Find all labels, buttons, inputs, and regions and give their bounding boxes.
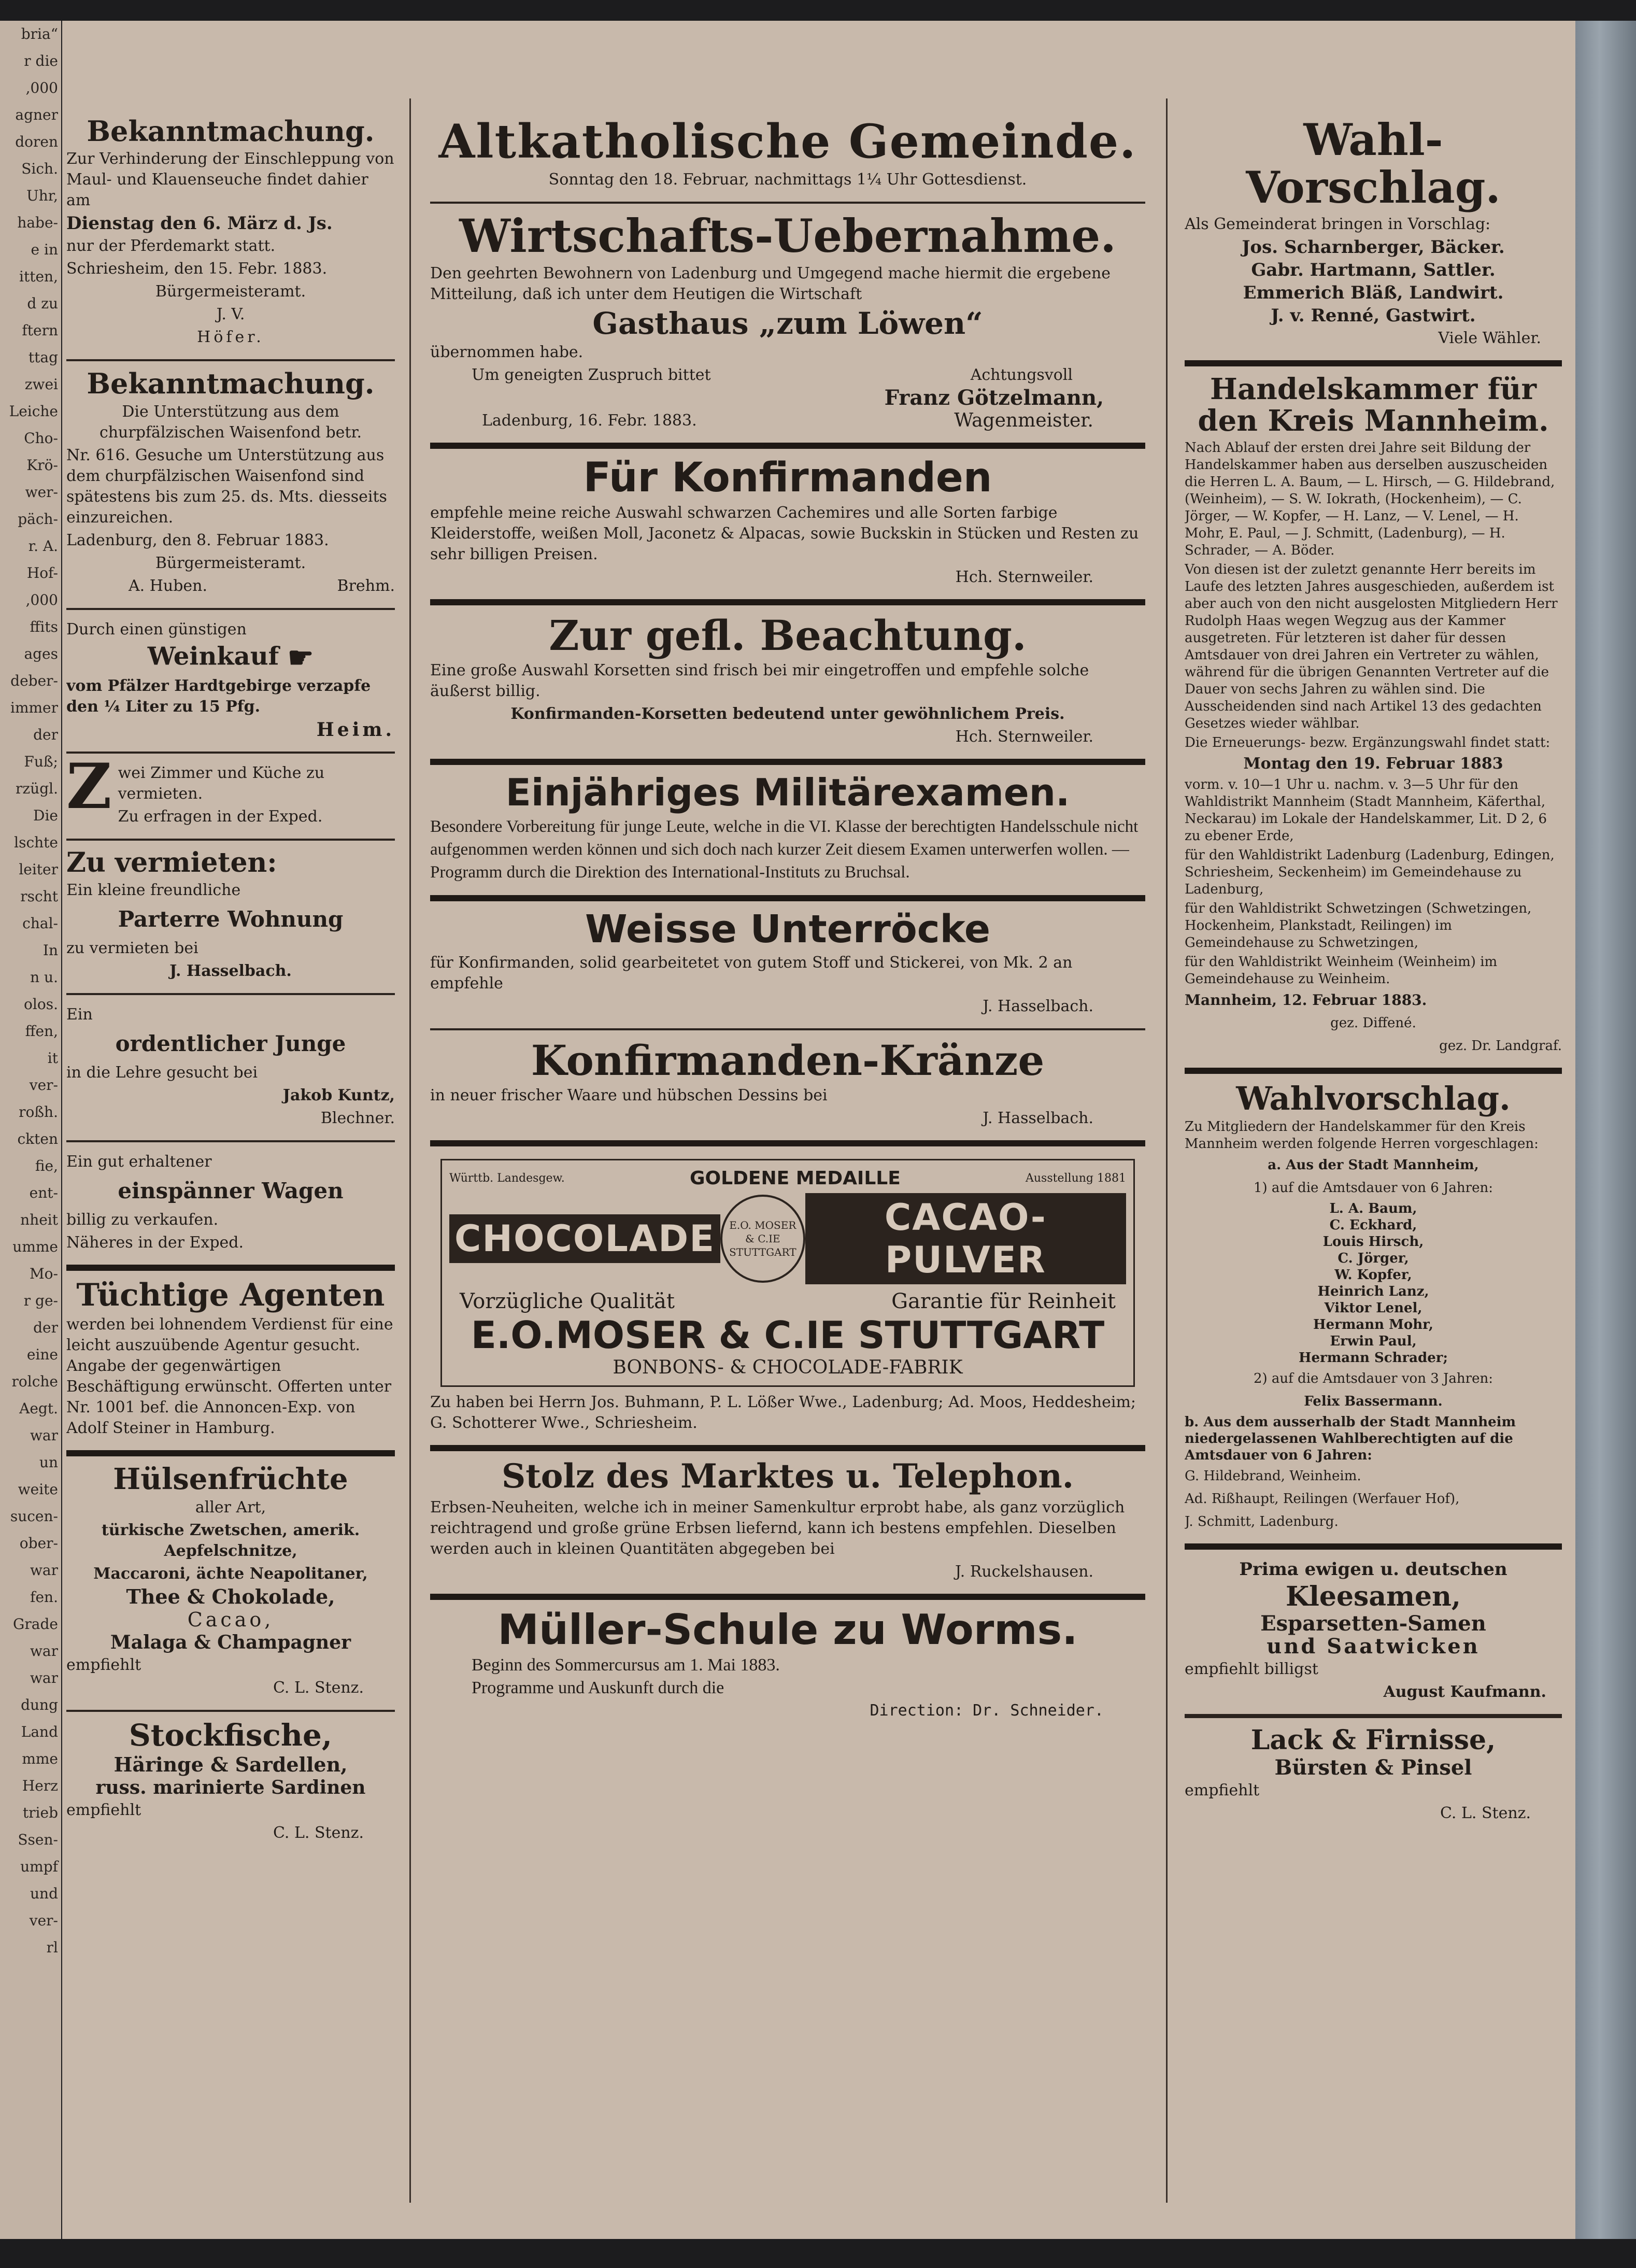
strip-fragment: ver- xyxy=(29,1912,58,1929)
strip-fragment: lschte xyxy=(14,834,58,851)
ad-subject: Die Unterstützung aus dem churpfälzischen Waisenfond betr. xyxy=(99,402,362,442)
ad-date: Montag den 19. Februar 1883 xyxy=(1243,754,1503,773)
strip-fragment: fen. xyxy=(30,1589,58,1606)
strip-fragment: war xyxy=(30,1642,58,1660)
ad-wagen xyxy=(66,1142,395,1271)
strip-fragment: fie, xyxy=(35,1157,58,1174)
nominee-list xyxy=(1185,1200,1562,1366)
previous-page-strip xyxy=(0,21,61,2239)
strip-fragment: ober- xyxy=(19,1535,58,1552)
ad-text: Ein kleine freundliche xyxy=(66,881,241,899)
candidate: Jos. Scharnberger, Bäcker. xyxy=(1242,236,1505,258)
strip-fragment: Die xyxy=(33,807,58,824)
ad-text: nur der Pferdemarkt statt. xyxy=(66,237,276,256)
strip-fragment: deber- xyxy=(10,672,58,689)
ad-sign: Höfer. xyxy=(197,328,264,347)
ad-row xyxy=(430,410,1145,431)
factory-text: BONBONS- & CHOCOLADE-FABRIK xyxy=(613,1357,963,1379)
ad-body: Besondere Vorbereitung für junge Leute, welche in die VI. Klasse der berechtigten Handelsschule nicht aufgenommen werden können und sich doch nach kurzer Zeit diesem Examen unterwerfen wollen. — Programm durch die Direktion des International-Instituts zu Bruchsal. xyxy=(430,817,1139,882)
ad-stolz-des-marktes xyxy=(430,1451,1145,1599)
strip-fragment: Hof- xyxy=(26,564,58,582)
ad-title: Für Konfirmanden xyxy=(583,454,992,501)
drop-cap: Z xyxy=(66,754,112,824)
ad-title: Handelskammer für den Kreis Mannheim. xyxy=(1198,372,1549,438)
ad-body: vorm. v. 10—1 Uhr u. nachm. v. 3—5 Uhr für den Wahldistrikt Mannheim (Stadt Mannheim, Käferthal, Neckarau) im Lokale der Handelskammer, Lit. D 2, 6 zu ebener Erde, xyxy=(1185,776,1547,844)
strip-fragment: ffits xyxy=(30,618,58,635)
strip-fragment: war xyxy=(30,1669,58,1686)
strip-fragment: rl xyxy=(46,1939,58,1956)
ad-altkatholische xyxy=(430,109,1145,204)
strip-fragment: ent- xyxy=(29,1184,58,1201)
nominee: Heinrich Lanz, xyxy=(1317,1284,1429,1300)
strip-fragment: war xyxy=(30,1427,58,1444)
strip-fragment: doren xyxy=(15,133,58,150)
quality-row xyxy=(460,1289,1116,1313)
ad-title: Einjähriges Militärexamen. xyxy=(505,770,1070,814)
ad-text: und Saatwicken xyxy=(1267,1634,1480,1659)
strip-fragment: r die xyxy=(24,52,58,69)
ad-sign: C. L. Stenz. xyxy=(1440,1804,1531,1822)
ad-title: Zu vermieten: xyxy=(66,847,277,879)
ad-sign: Viele Wähler. xyxy=(1438,329,1541,347)
strip-fragment: umpf xyxy=(20,1858,58,1875)
ad-sign: Direction: Dr. Schneider. xyxy=(870,1701,1104,1720)
ad-sign: J. Hasselbach. xyxy=(983,1109,1093,1128)
ad-text: Programme und Auskunft durch die xyxy=(472,1678,724,1697)
nominee: C. Jörger, xyxy=(1338,1251,1409,1267)
ad-body: Nach Ablauf der ersten drei Jahre seit Bildung der Handelskammer haben aus derselben auszuscheiden die Herren L. A. Baum, — L. Hirsch, — G. Hildebrand, (Weinheim), — S. W. Iokrath, (Hockenheim), — C. Jörger, — W. Kopfer, — H. Lanz, — V. Lenel, — H. Mohr, E. Paul, — J. Schmitt, (Ladenburg), — H. Schrader, — A. Böder. xyxy=(1185,440,1555,558)
ad-body: Nr. 616. Gesuche um Unterstützung aus dem churpfälzischen Waisenfond sind spätestens bis zum 25. ds. Mts. diesseits einzureichen. xyxy=(66,446,387,527)
strip-fragment: Mo- xyxy=(30,1265,58,1282)
strip-fragment: Sich. xyxy=(21,160,58,177)
ad-place: Ladenburg, 16. Febr. 1883. xyxy=(482,411,697,430)
ad-title: Lack & Firnisse, xyxy=(1250,1724,1496,1756)
ad-wirtschafts-uebernahme xyxy=(430,204,1145,449)
chocolade-advert xyxy=(440,1159,1135,1387)
column-rule-right xyxy=(1166,98,1168,2203)
candidate: Gabr. Hartmann, Sattler. xyxy=(1251,259,1496,280)
ad-date: Dienstag den 6. März d. Js. xyxy=(66,213,333,234)
ad-body: Die Erneuerungs- bezw. Ergänzungswahl findet statt: xyxy=(1185,734,1550,750)
strip-fragment: chal- xyxy=(22,915,58,932)
strip-fragment: r. A. xyxy=(28,537,58,555)
column-left xyxy=(62,109,399,2198)
book-binding-edge xyxy=(1575,21,1636,2239)
ad-body: Von diesen ist der zuletzt genannte Herr bereits im Laufe des letzten Jahres ausgeschieden, außerdem ist aber auch von den nicht ausgelosten Mitgliedern Herr Rudolph Haas wegen Wegzug aus der Kammer ausgetreten. Für letzteren ist daher für dessen Amtsdauer von drei Jahren ein Vertreter zu wählen, während für die übrigen Genannten Vertreter auf die Dauer von sechs Jahren zu wählen sind. Die Ausscheidenden sind nach Artikel 13 des gedachten Gesetzes wieder wählbar. xyxy=(1185,561,1558,731)
moser-seal-logo xyxy=(720,1195,805,1283)
ad-text: aller Art, xyxy=(195,1498,266,1517)
ad-title: Stockfische, xyxy=(129,1718,333,1753)
strip-fragment: trieb xyxy=(22,1804,58,1821)
strip-fragment: agner xyxy=(15,106,58,123)
seal-text: STUTTGART xyxy=(729,1246,796,1259)
nominee: Viktor Lenel, xyxy=(1324,1300,1422,1316)
ad-text: Ein xyxy=(66,1005,93,1024)
ad-sign: gez. Dr. Landgraf. xyxy=(1439,1038,1562,1054)
strip-fragment: Cho- xyxy=(24,430,58,447)
ad-title: Zur gefl. Beachtung. xyxy=(549,611,1027,660)
medal-row xyxy=(449,1168,1126,1189)
ad-text: Sonntag den 18. Februar, nachmittags 1¼ Uhr Gottesdienst. xyxy=(548,171,1027,189)
ad-place: Schriesheim, den 15. Febr. 1883. xyxy=(66,260,328,278)
ad-title: Wahlvorschlag. xyxy=(1236,1079,1511,1117)
ad-kleesamen xyxy=(1185,1550,1562,1716)
column-right xyxy=(1176,109,1570,2198)
ad-section: b. Aus dem ausserhalb der Stadt Mannheim niedergelassenen Wahlberechtigten auf die Amtsdauer von 6 Jahren: xyxy=(1185,1414,1516,1464)
strip-fragment: eine xyxy=(26,1346,58,1363)
ad-lack-firnisse xyxy=(1185,1716,1562,1835)
ad-title: Weisse Unterröcke xyxy=(585,906,991,952)
strip-fragment: päch- xyxy=(18,511,58,528)
ad-sign: C. L. Stenz. xyxy=(273,1679,364,1697)
ad-text: übernommen habe. xyxy=(430,343,584,361)
nominee: C. Eckhard, xyxy=(1329,1217,1417,1234)
nominee: Louis Hirsch, xyxy=(1322,1234,1424,1250)
ad-sign: Blechner. xyxy=(320,1109,395,1127)
ad-text: Um geneigten Zuspruch bittet xyxy=(472,365,711,384)
ad-sign: J. Hasselbach. xyxy=(169,961,292,980)
strip-fragment: umme xyxy=(12,1238,58,1255)
strip-fragment: dung xyxy=(21,1696,58,1713)
strip-fragment: Aegt. xyxy=(19,1400,58,1417)
ad-text: Näheres in der Exped. xyxy=(66,1233,244,1252)
ad-title: Bekanntmachung. xyxy=(87,367,375,401)
column-rule-left xyxy=(409,98,411,2203)
ad-section: 1) auf die Amtsdauer von 6 Jahren: xyxy=(1253,1180,1493,1196)
ad-sign: Wagenmeister. xyxy=(954,409,1093,431)
firm-name: E.O.MOSER & C.IE STUTTGART xyxy=(471,1313,1105,1357)
strip-fragment: Leiche xyxy=(9,403,58,420)
ad-sign: August Kaufmann. xyxy=(1383,1683,1546,1702)
strip-fragment: der xyxy=(33,1319,58,1336)
ad-body: Erbsen-Neuheiten, welche ich in meiner Samenkultur erprobt habe, als ganz vorzüglich reichtragend und große grüne Erbsen liefernd, kann ich bestens empfehlen. Dieselben werden auch in kleinen Quantitäten abgegeben bei xyxy=(430,1498,1125,1558)
strip-fragment: ,000 xyxy=(25,591,58,608)
strip-fragment: bria“ xyxy=(21,25,58,42)
ad-highlight: einspänner Wagen xyxy=(118,1178,344,1203)
ad-weinkauf xyxy=(66,610,395,754)
ad-agenten xyxy=(66,1271,395,1456)
purity-text: Garantie für Reinheit xyxy=(891,1289,1116,1314)
ad-dealers: Zu haben bei Herrn Jos. Buhmann, P. L. Lößer Wwe., Ladenburg; Ad. Moos, Heddesheim; G. Schotterer Wwe., Schriesheim. xyxy=(430,1393,1136,1433)
ad-body: werden bei lohnendem Verdienst für eine leicht auszuübende Agentur gesucht. Angabe der gegenwärtigen Beschäftigung erwünscht. Offerten unter Nr. 1001 bef. die Annoncen-Exp. von Adolf Steiner in Hamburg. xyxy=(66,1315,393,1437)
ad-title: Kleesamen, xyxy=(1285,1581,1461,1613)
candidate: J. v. Renné, Gastwirt. xyxy=(1271,305,1476,326)
ad-wahlvorschlag xyxy=(1185,1074,1562,1550)
ad-zu-vermieten xyxy=(66,841,395,995)
ad-signatures xyxy=(66,576,395,597)
ad-text: empfiehlt xyxy=(66,1801,141,1819)
ad-title: Hülsenfrüchte xyxy=(113,1462,348,1496)
ad-body: für den Wahldistrikt Ladenburg (Ladenburg, Edingen, Schriesheim, Seckenheim) im Gemeindehause zu Ladenburg, xyxy=(1185,847,1555,897)
ad-text: empfiehlt xyxy=(66,1656,141,1675)
strip-fragment: war xyxy=(30,1562,58,1579)
ad-text: billig zu verkaufen. xyxy=(66,1210,219,1229)
strip-fragment: weite xyxy=(18,1481,58,1498)
ad-intro: Als Gemeinderat bringen in Vorschlag: xyxy=(1185,215,1491,233)
ad-kraenze xyxy=(430,1030,1145,1146)
nominee: Hermann Schrader; xyxy=(1298,1350,1448,1366)
ad-junge xyxy=(66,995,395,1142)
ad-title: Stolz des Marktes u. Telephon. xyxy=(501,1457,1074,1496)
ad-body: für den Wahldistrikt Schwetzingen (Schwetzingen, Hockenheim, Plankstadt, Reilingen) im Gemeindehause zu Schwetzingen, xyxy=(1185,900,1532,951)
ad-text: Prima ewigen u. deutschen xyxy=(1239,1559,1507,1580)
ad-huelsenfruechte xyxy=(66,1456,395,1712)
strip-fragment: der xyxy=(33,726,58,743)
ad-place: Ladenburg, den 8. Februar 1883. xyxy=(66,531,329,549)
strip-fragment: sucen- xyxy=(10,1508,58,1525)
ad-sign: J. Ruckelshausen. xyxy=(955,1562,1093,1581)
ad-handelskammer xyxy=(1185,366,1562,1074)
ad-highlight: Parterre Wohnung xyxy=(118,906,344,932)
ad-highlight: Gasthaus „zum Löwen“ xyxy=(592,305,983,341)
nominee: L. A. Baum, xyxy=(1329,1201,1417,1217)
ad-moser-chocolade xyxy=(430,1146,1145,1451)
ad-sign: C. L. Stenz. xyxy=(273,1823,364,1842)
ad-text: türkische Zwetschen, amerik. Aepfelschnitze, xyxy=(101,1521,360,1561)
strip-fragment: d zu xyxy=(27,295,58,312)
ad-intro: Durch einen günstigen xyxy=(66,620,247,639)
ad-office: Bürgermeisteramt. xyxy=(155,282,306,301)
ad-section: a. Aus der Stadt Mannheim, xyxy=(1268,1157,1479,1173)
strip-fragment: und xyxy=(30,1885,58,1902)
newspaper-page xyxy=(62,21,1575,2239)
quality-text: Vorzügliche Qualität xyxy=(460,1289,675,1314)
ad-body: in neuer frischer Waare und hübschen Dessins bei xyxy=(430,1086,828,1105)
strip-fragment: Ssen- xyxy=(18,1831,58,1848)
ad-militaerexamen xyxy=(430,765,1145,901)
nominee: Hermann Mohr, xyxy=(1313,1317,1433,1333)
banner-row xyxy=(449,1193,1126,1284)
chocolade-word: CHOCOLADE xyxy=(449,1214,720,1263)
ad-title: Tüchtige Agenten xyxy=(76,1277,385,1313)
ad-body: Eine große Auswahl Korsetten sind frisch bei mir eingetroffen und empfehle solche äußerst billig. xyxy=(430,661,1089,700)
ad-body: Zur Verhinderung der Einschleppung von Maul- und Klauenseuche findet dahier am xyxy=(66,150,394,210)
ad-text: Thee & Chokolade, xyxy=(126,1585,335,1609)
strip-fragment: ,000 xyxy=(25,79,58,96)
ad-sign: Hch. Sternweiler. xyxy=(955,727,1093,746)
ad-sign: J. V. xyxy=(216,305,245,324)
ad-wahl-vorschlag xyxy=(1185,109,1562,366)
ad-stockfische xyxy=(66,1712,395,1855)
ad-text: Cacao, xyxy=(187,1608,274,1632)
ad-intro: Zu Mitgliedern der Handelskammer für den Kreis Mannheim werden folgende Herren vorgeschlagen: xyxy=(1185,1119,1539,1152)
ad-sign: A. Huben. xyxy=(129,576,208,595)
strip-fragment: ffen, xyxy=(25,1023,58,1040)
strip-fragment: rolche xyxy=(11,1373,58,1390)
cacao-word: CACAO-PULVER xyxy=(805,1193,1126,1284)
strip-fragment: Uhr, xyxy=(26,187,58,204)
ad-title: Wirtschafts-Uebernahme. xyxy=(459,209,1116,263)
ad-title: Müller-Schule zu Worms. xyxy=(497,1605,1078,1654)
strip-fragment: Grade xyxy=(13,1615,58,1633)
strip-fragment: Krö- xyxy=(26,457,58,474)
strip-fragment: n u. xyxy=(30,969,58,986)
strip-fragment: ckten xyxy=(17,1130,58,1147)
ad-title: Konfirmanden-Kränze xyxy=(531,1036,1045,1085)
ad-title: Weinkauf xyxy=(147,642,279,671)
nominee: G. Hildebrand, Weinheim. xyxy=(1185,1468,1361,1484)
strip-fragment: ttag xyxy=(28,349,58,366)
ad-sign: Jakob Kuntz, xyxy=(282,1086,395,1104)
nominee: Ad. Rißhaupt, Reilingen (Werfauer Hof), xyxy=(1185,1491,1460,1507)
strip-fragment: it xyxy=(47,1050,58,1067)
ad-sign: Franz Götzelmann, xyxy=(884,385,1104,410)
strip-fragment: e in xyxy=(31,241,58,258)
ad-sign: gez. Diffené. xyxy=(1330,1015,1416,1031)
ad-unterroecke xyxy=(430,901,1145,1030)
ad-text: russ. marinierte Sardinen xyxy=(95,1776,366,1798)
ad-text: in die Lehre gesucht bei xyxy=(66,1063,258,1082)
ad-body: empfehle meine reiche Auswahl schwarzen Cachemires und alle Sorten farbige Kleiderstoffe, weißen Moll, Jaconetz & Alpacas, sowie Buckskin in Stücken und Resten zu sehr billigen Preisen. xyxy=(430,503,1139,563)
ad-title: Bekanntmachung. xyxy=(87,115,375,148)
ad-body: für Konfirmanden, solid gearbeitetet von gutem Stoff und Stickerei, von Mk. 2 an empfehle xyxy=(430,954,1073,993)
strip-fragment: itten, xyxy=(19,268,58,285)
ad-mueller-schule xyxy=(430,1600,1145,1733)
ad-text: Beginn des Sommercursus am 1. Mai 1883. xyxy=(472,1655,780,1675)
strip-fragment: habe- xyxy=(17,214,58,231)
ad-body: für den Wahldistrikt Weinheim (Weinheim) im Gemeindehause zu Weinheim. xyxy=(1185,954,1498,987)
ad-sign: Brehm. xyxy=(337,576,395,595)
ad-body: vom Pfälzer Hardtgebirge verzapfe den ¼ Liter zu 15 Pfg. xyxy=(66,677,371,716)
ad-highlight: ordentlicher Junge xyxy=(115,1030,346,1056)
strip-fragment: zwei xyxy=(24,376,58,393)
seal-text: E.O. MOSER xyxy=(729,1219,796,1232)
strip-fragment: ftern xyxy=(22,322,58,339)
nominee: J. Schmitt, Ladenburg. xyxy=(1185,1514,1339,1530)
medal-left-text: Württb. Landesgew. xyxy=(449,1172,565,1185)
strip-fragment: rzügl. xyxy=(16,780,58,797)
ad-body: Den geehrten Bewohnern von Ladenburg und Umgegend mache hiermit die ergebene Mitteilung, daß ich unter dem Heutigen die Wirtschaft xyxy=(430,264,1111,303)
ad-bekanntmachung-1 xyxy=(66,109,395,361)
ad-sign: J. Hasselbach. xyxy=(983,997,1093,1016)
seal-text: & C.IE xyxy=(745,1232,780,1245)
ad-highlight: Konfirmanden-Korsetten bedeutend unter gewöhnlichem Preis. xyxy=(510,704,1065,723)
strip-fragment: Land xyxy=(21,1723,58,1740)
ad-sign: Heim. xyxy=(316,719,395,741)
ad-title: Wahl-Vorschlag. xyxy=(1246,114,1501,214)
nominee: Erwin Paul, xyxy=(1330,1334,1417,1350)
ad-greeting: Achtungsvoll xyxy=(970,365,1073,384)
nominee: W. Kopfer, xyxy=(1334,1267,1412,1283)
ad-fuer-konfirmanden xyxy=(430,449,1145,605)
ad-note: Zu erfragen in der Exped. xyxy=(118,807,323,826)
ad-title: Altkatholische Gemeinde. xyxy=(438,114,1137,169)
ad-text: Bürsten & Pinsel xyxy=(1274,1755,1472,1780)
ad-section: 2) auf die Amtsdauer von 3 Jahren: xyxy=(1253,1371,1493,1387)
strip-fragment: Fuß; xyxy=(24,753,58,770)
strip-fragment: roßh. xyxy=(19,1103,58,1121)
strip-fragment: In xyxy=(42,942,58,959)
strip-fragment: rscht xyxy=(20,888,58,905)
column-middle xyxy=(420,109,1156,2198)
ad-text: empfiehlt xyxy=(1185,1781,1260,1799)
strip-fragment: wer- xyxy=(25,484,58,501)
ad-office: Bürgermeisteramt. xyxy=(155,554,306,572)
strip-fragment: ver- xyxy=(29,1076,58,1094)
ad-text: Häringe & Sardellen, xyxy=(113,1752,348,1776)
ad-text: zu vermieten bei xyxy=(66,939,198,957)
ad-zur-beachtung xyxy=(430,605,1145,765)
ad-bekanntmachung-2 xyxy=(66,361,395,609)
ad-body: wei Zimmer und Küche zu vermieten. xyxy=(118,764,325,803)
strip-fragment: r ge- xyxy=(23,1292,58,1309)
ad-sign: Hch. Sternweiler. xyxy=(955,568,1093,586)
strip-fragment: mme xyxy=(22,1750,58,1767)
strip-fragment: un xyxy=(39,1454,58,1471)
ad-text: Malaga & Champagner xyxy=(110,1632,351,1654)
strip-fragment: nheit xyxy=(20,1211,58,1228)
ad-place: Mannheim, 12. Februar 1883. xyxy=(1185,991,1427,1009)
strip-fragment: leiter xyxy=(19,861,58,878)
strip-fragment: ages xyxy=(24,645,58,662)
ad-text: Esparsetten-Samen xyxy=(1260,1611,1486,1636)
medal-right-text: Ausstellung 1881 xyxy=(1026,1172,1126,1185)
nominee: Felix Bassermann. xyxy=(1304,1394,1443,1410)
strip-fragment: Herz xyxy=(22,1777,58,1794)
ad-text: Maccaroni, ächte Neapolitaner, xyxy=(93,1565,368,1583)
medal-title: GOLDENE MEDAILLE xyxy=(689,1168,901,1189)
candidate: Emmerich Bläß, Landwirt. xyxy=(1243,282,1504,303)
ad-text: empfiehlt billigst xyxy=(1185,1660,1318,1679)
strip-fragment: olos. xyxy=(24,996,58,1013)
ad-row xyxy=(430,365,1145,386)
pointing-hand-icon: ☛ xyxy=(288,640,314,675)
ad-zimmer xyxy=(66,754,395,841)
strip-fragment: immer xyxy=(10,699,58,716)
ad-text: Ein gut erhaltener xyxy=(66,1152,212,1171)
